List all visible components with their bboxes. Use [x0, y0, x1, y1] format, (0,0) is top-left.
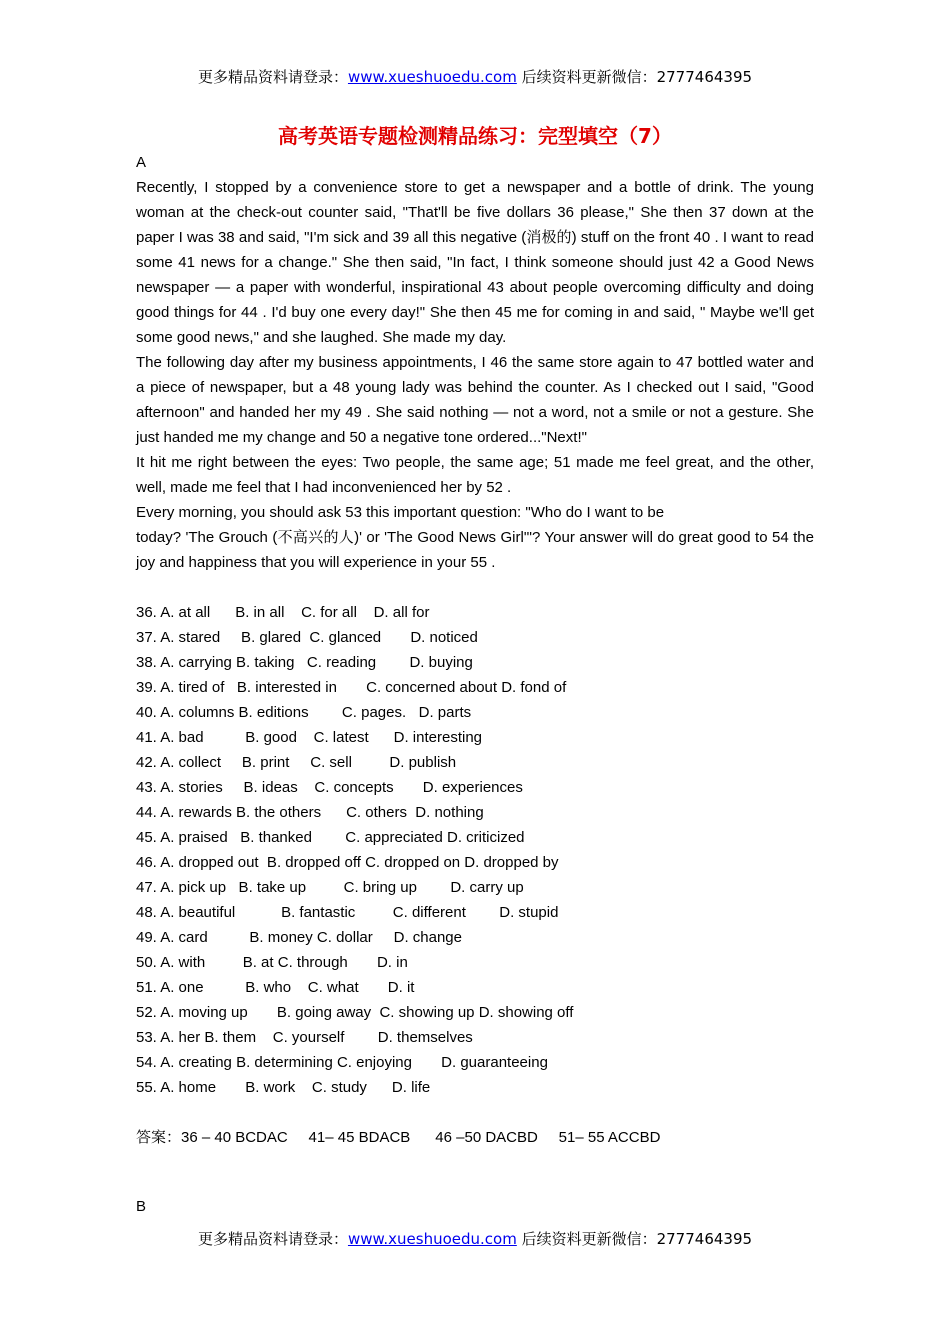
- page-footer: [0, 1228, 950, 1249]
- question-item: 38. A. carrying B. taking C. reading D. buying: [136, 654, 473, 671]
- page-header: [0, 66, 950, 87]
- question-item: 54. A. creating B. determining C. enjoying D. guaranteeing: [136, 1054, 548, 1071]
- passage-paragraph: Recently, I stopped by a convenience store to get a newspaper and a bottle of drink. The young woman at the check-out counter said, "That'll be five dollars 36 please," She then 37 down at the paper I was 38 and said, "I'm sick and 39 all this negative (消极的) stuff on the front 40 . I want to read some 41 news for a change." She then said, "In fact, I think someone should just 42 a Good News newspaper — a paper with wonderful, inspirational 43 about people overcoming difficulty and doing good things for 44 . I'd buy one every day!" She then 45 me for coming in and said, " Maybe we'll get some good news," and she laughed. She made my day.: [136, 179, 814, 346]
- footer-prefix: 更多精品资料请登录：: [197, 1230, 348, 1248]
- header-suffix: 后续资料更新微信：2777464395: [516, 68, 753, 86]
- section-label-a: A: [136, 154, 147, 171]
- passage-paragraph: The following day after my business appointments, I 46 the same store again to 47 bottled water and a piece of newspaper, but a 48 young lady was behind the counter. As I checked out I said, "Good afternoon" and handed her my 49 . She said nothing — not a word, not a smile or not a gesture. She just handed me my change and 50 a negative tone ordered..."Next!": [136, 354, 814, 446]
- question-item: 45. A. praised B. thanked C. appreciated D. criticized: [136, 829, 525, 846]
- question-item: 36. A. at all B. in all C. for all D. all for: [136, 604, 430, 621]
- question-item: 46. A. dropped out B. dropped off C. dropped on D. dropped by: [136, 854, 559, 871]
- question-item: 51. A. one B. who C. what D. it: [136, 979, 415, 996]
- header-prefix: 更多精品资料请登录：: [197, 68, 348, 86]
- question-item: 43. A. stories B. ideas C. concepts D. experiences: [136, 779, 523, 796]
- question-item: 40. A. columns B. editions C. pages. D. parts: [136, 704, 472, 721]
- question-item: 44. A. rewards B. the others C. others D. nothing: [136, 804, 484, 821]
- question-item: 49. A. card B. money C. dollar D. change: [136, 929, 462, 946]
- question-list: [136, 600, 814, 1100]
- footer-link[interactable]: www.xueshuoedu.com: [347, 1230, 517, 1248]
- page-title: 高考英语专题检测精品练习：完型填空（7）: [278, 124, 672, 148]
- question-item: 50. A. with B. at C. through D. in: [136, 954, 408, 971]
- section-label-b: B: [136, 1198, 147, 1215]
- header-link[interactable]: www.xueshuoedu.com: [347, 68, 517, 86]
- passage-paragraph: Every morning, you should ask 53 this important question: "Who do I want to be: [136, 504, 665, 521]
- question-item: 53. A. her B. them C. yourself D. themselves: [136, 1029, 473, 1046]
- question-item: 37. A. stared B. glared C. glanced D. noticed: [136, 629, 478, 646]
- passage-paragraph: It hit me right between the eyes: Two people, the same age; 51 made me feel great, and the other, well, made me feel that I had inconvenienced her by 52 .: [136, 454, 814, 496]
- question-item: 42. A. collect B. print C. sell D. publish: [136, 754, 457, 771]
- answer-key: 答案：36 – 40 BCDAC 41– 45 BDACB 46 –50 DACBD 51– 55 ACCBD: [136, 1129, 661, 1146]
- passage-paragraph: today? 'The Grouch (不高兴的人)' or 'The Good News Girl'"? Your answer will do great good to 54 the joy and happiness that you will experience in your 55 .: [136, 529, 814, 571]
- footer-suffix: 后续资料更新微信：2777464395: [516, 1230, 753, 1248]
- passage-a: [136, 150, 814, 1150]
- question-item: 48. A. beautiful B. fantastic C. different D. stupid: [136, 904, 559, 921]
- question-item: 55. A. home B. work C. study D. life: [136, 1079, 431, 1096]
- question-item: 41. A. bad B. good C. latest D. interesting: [136, 729, 483, 746]
- section-b: [136, 1194, 814, 1219]
- question-item: 47. A. pick up B. take up C. bring up D. carry up: [136, 879, 524, 896]
- question-item: 52. A. moving up B. going away C. showing up D. showing off: [136, 1004, 574, 1021]
- question-item: 39. A. tired of B. interested in C. concerned about D. fond of: [136, 679, 567, 696]
